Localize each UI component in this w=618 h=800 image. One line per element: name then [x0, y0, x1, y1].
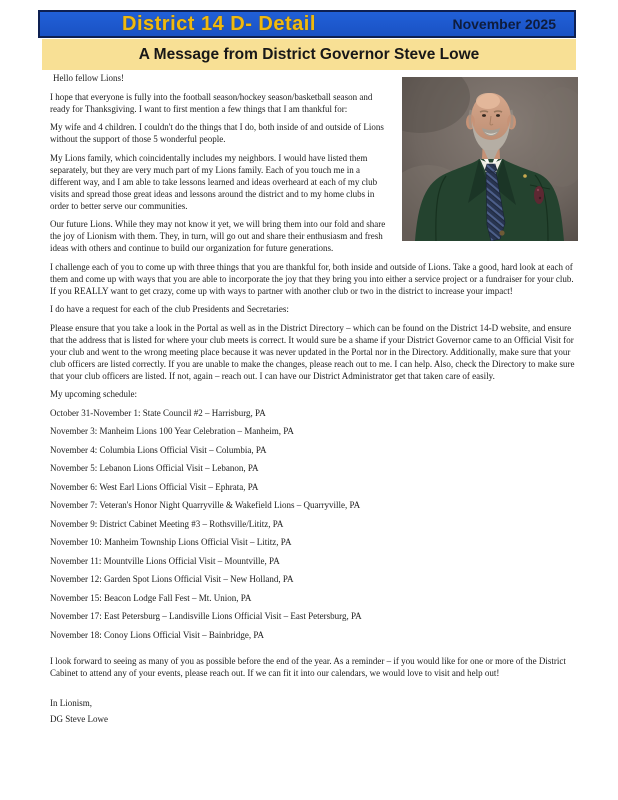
greeting-line: Hello fellow Lions! — [53, 73, 124, 83]
schedule-item: November 4: Columbia Lions Official Visit – Columbia, PA — [50, 444, 267, 455]
signature-line: DG Steve Lowe — [50, 713, 108, 724]
letter-paragraph: My Lions family, which coincidentally includes my neighbors. I would have listed them separately, but they are very much part of my Lions family. Each of you touch me in a different way, and I am able to take lessons learned and ideas overheard at each of my club visits and spread those great ideas and lessons around the district and to my home clubs in order to better serve our communities. — [50, 152, 378, 211]
schedule-item: October 31-November 1: State Council #2 – Harrisburg, PA — [50, 407, 266, 418]
portrait-illustration — [402, 77, 578, 241]
schedule-intro: My upcoming schedule: — [50, 389, 137, 399]
schedule-item: November 12: Garden Spot Lions Official Visit – New Holland, PA — [50, 574, 294, 584]
schedule-item: November 10: Manheim Township Lions Official Visit – Lititz, PA — [50, 537, 292, 547]
issue-date: November 2025 — [452, 16, 556, 32]
letter-paragraph: Our future Lions. While they may not know it yet, we will bring them into our fold and share the joy of Lionism with them. They, in turn, will go out and share their enthusiasm and fresh ideas with others and continue to build our organization for future generations. — [50, 219, 386, 253]
request-body: Please ensure that you take a look in the Portal as well as in the District Directory – which can be found on the District 14-D website, and ensure that the address that is listed for where your club meets is correct. It would sure be a shame if your District Governor came to an Official Visit for your club and went to the wrong meeting place because it was never updated in the Portal nor in the Directory. Additionally, make sure that your club officers are listed correctly. If you are unable to make the changes, please reach out to me. I can help. Also, check the Directory to make sure that your club officers are listed. If not, again – reach out. I can have our District Administrator get that taken care of easily. — [50, 322, 575, 381]
schedule-item: November 6: West Earl Lions Official Visit – Ephrata, PA — [50, 481, 259, 492]
schedule-item: November 18: Conoy Lions Official Visit – Bainbridge, PA — [50, 629, 265, 640]
banner-title: A Message from District Governor Steve Lowe — [138, 45, 480, 63]
schedule-item: November 7: Veteran's Honor Night Quarryville & Wakefield Lions – Quarryville, PA — [50, 500, 361, 510]
schedule-list — [50, 407, 578, 641]
schedule-item: November 3: Manheim Lions 100 Year Celebration – Manheim, PA — [50, 426, 294, 436]
signoff-line: In Lionism, — [50, 697, 92, 708]
letter-body — [50, 72, 578, 731]
newsletter-title: District 14 D- Detail — [122, 12, 316, 35]
schedule-item: November 17: East Petersburg – Landisville Lions Official Visit – East Petersburg, PA — [50, 611, 362, 621]
closing-paragraph: I look forward to seeing as many of you as possible before the end of the year. As a reminder – if you would like for one or more of the District Cabinet to attend any of your events, please reach out. If we can fit it into our calendars, we would love to visit and help out! — [50, 655, 566, 678]
request-intro: I do have a request for each of the club Presidents and Secretaries: — [50, 304, 289, 314]
governor-portrait-photo — [402, 77, 578, 241]
schedule-item: November 9: District Cabinet Meeting #3 – Rothsville/Lititz, PA — [50, 518, 284, 529]
schedule-item: November 15: Beacon Lodge Fall Fest – Mt. Union, PA — [50, 592, 252, 603]
letter-paragraph: My wife and 4 children. I couldn't do the things that I do, both inside of and outside of Lions without the support of those 5 wonderful people. — [50, 122, 384, 144]
masthead-bar — [38, 10, 576, 38]
letter-paragraph: I challenge each of you to come up with three things that you are thankful for, both inside and outside of Lions. Take a good, hard look at each of them and come up with ways that you are able to incorporate the joy that they bring you into either a service project or a fundraiser for your club. If you REALLY want to get crazy, come up with ways to partner with another club or two in the district to increase your impact! — [50, 261, 574, 296]
schedule-item: November 11: Mountville Lions Official Visit – Mountville, PA — [50, 555, 280, 566]
letter-paragraph: I hope that everyone is fully into the football season/hockey season/basketball season and ready for Thanksgiving. I want to first mention a few things that I am thankful for: — [50, 91, 373, 114]
schedule-item: November 5: Lebanon Lions Official Visit – Lebanon, PA — [50, 463, 259, 473]
message-banner — [42, 39, 576, 70]
